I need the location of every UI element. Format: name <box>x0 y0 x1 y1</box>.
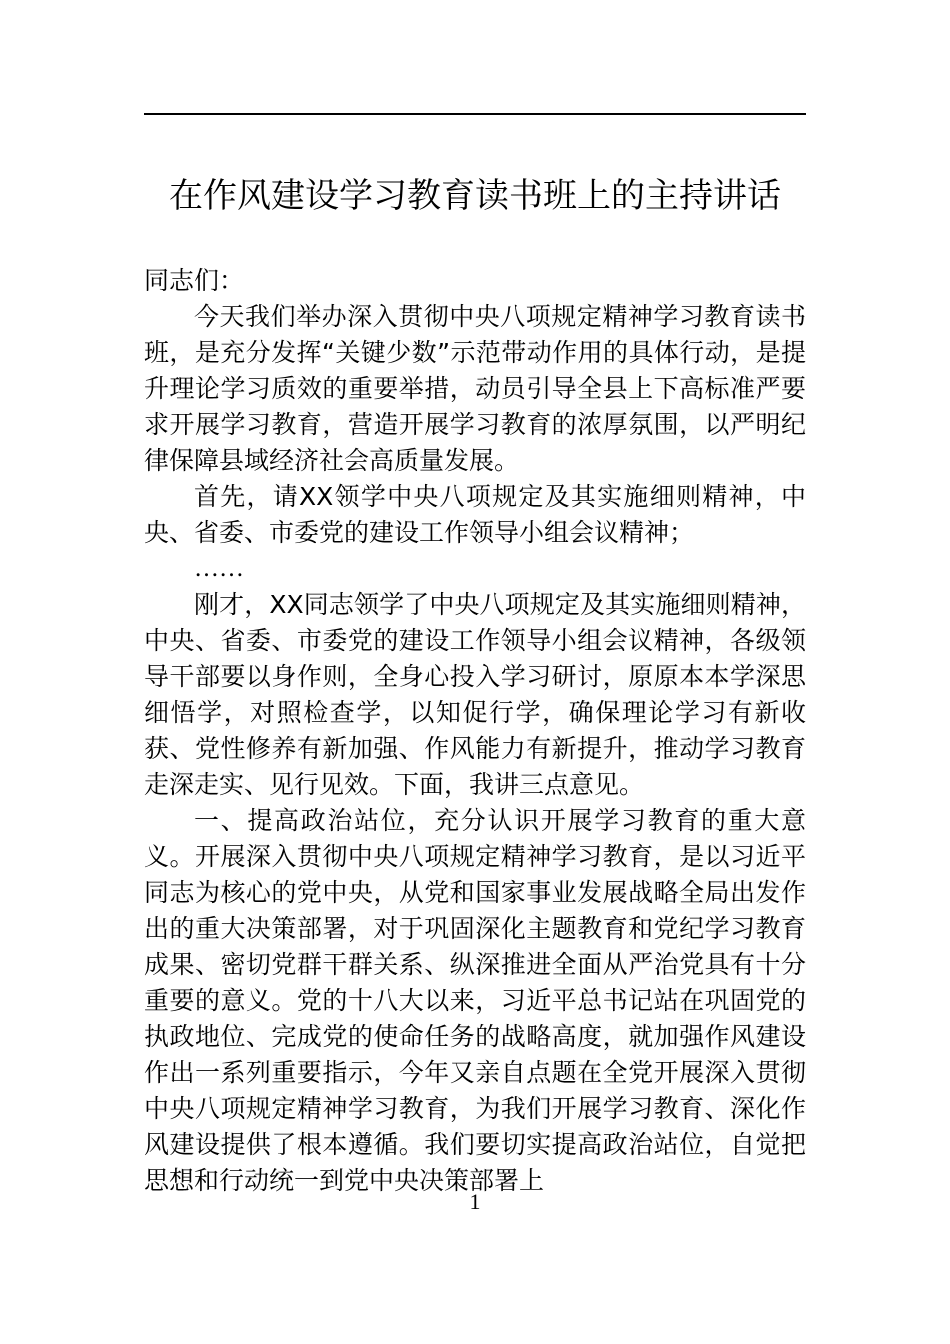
salutation: 同志们： <box>144 266 245 295</box>
document-body <box>144 263 806 1199</box>
paragraph-point-one: 一、提高政治站位，充分认识开展学习教育的重大意义。开展深入贯彻中央八项规定精神学习教育，是以习近平同志为核心的党中央，从党和国家事业发展战略全局出发作出的重大决策部署，对于巩固深化主题教育和党纪学习教育成果、密切党群干群关系、纵深推进全面从严治党具有十分重要的意义。党的十八大以来，习近平总书记站在巩固党的执政地位、完成党的使命任务的战略高度，就加强作风建设作出一系列重要指示，今年又亲自点题在全党开展深入贯彻中央八项规定精神学习教育，为我们开展学习教育、深化作风建设提供了根本遵循。我们要切实提高政治站位，自觉把思想和行动统一到党中央决策部署上 <box>144 806 806 1195</box>
paragraph-first-agenda: 首先，请XX领学中央八项规定及其实施细则精神，中央、省委、市委党的建设工作领导小组会议精神； <box>144 482 806 547</box>
paragraph-ellipsis: …… <box>194 555 244 582</box>
paragraph-intro: 今天我们举办深入贯彻中央八项规定精神学习教育读书班，是充分发挥“关键少数”示范带动作用的具体行动，是提升理论学习质效的重要举措，动员引导全县上下高标准严要求开展学习教育，营造开展学习教育的浓厚氛围，以严明纪律保障县域经济社会高质量发展。 <box>144 302 806 475</box>
paragraph-summary: 刚才，XX同志领学了中央八项规定及其实施细则精神，中央、省委、市委党的建设工作领导小组会议精神，各级领导干部要以身作则，全身心投入学习研讨，原原本本学深思细悟学，对照检查学，以知促行学，确保理论学习有新收获、党性修养有新加强、作风能力有新提升，推动学习教育走深走实、见行见效。下面，我讲三点意见。 <box>144 590 806 799</box>
page-number: 1 <box>469 1189 481 1214</box>
header-rule <box>144 113 806 115</box>
document-title: 在作风建设学习教育读书班上的主持讲话 <box>169 176 781 216</box>
